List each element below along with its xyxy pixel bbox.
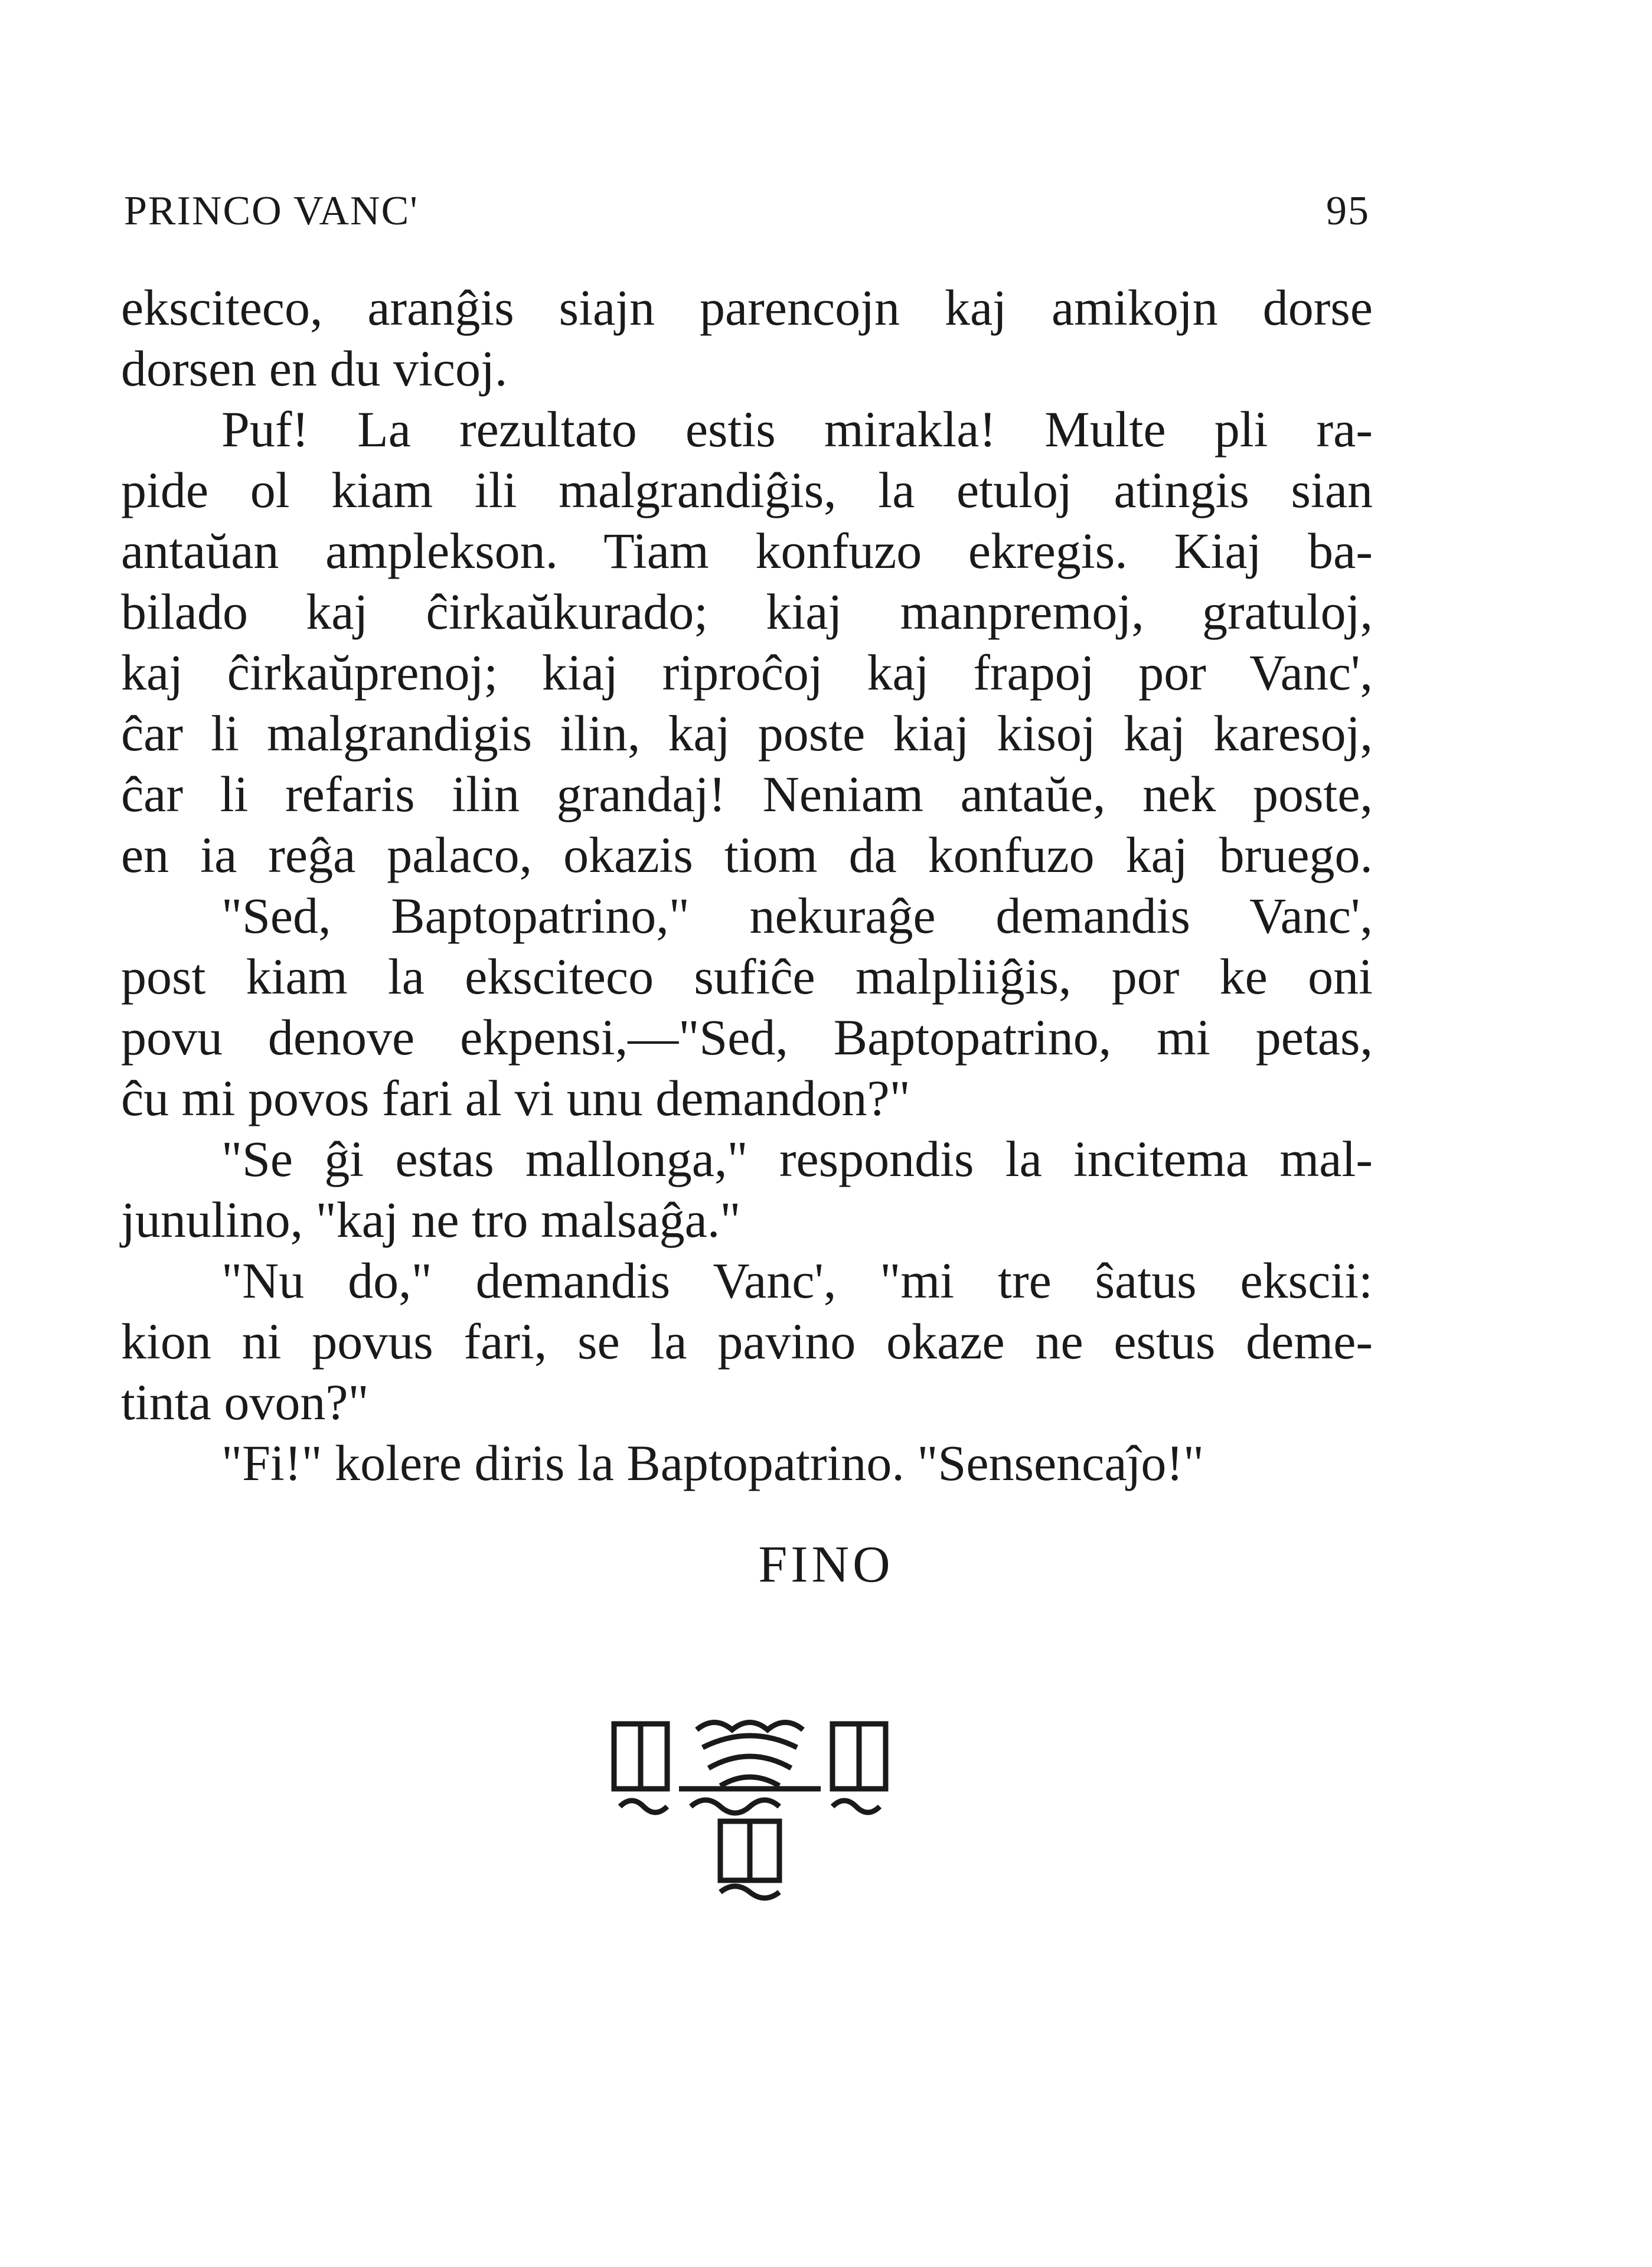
text-line: post kiam la eksciteco sufiĉe malpliiĝis, por ke oni	[121, 948, 1373, 1005]
text-line: Puf! La rezultato estis mirakla! Multe pli ra-	[221, 401, 1373, 458]
book-tailpiece-ornament-icon	[608, 1712, 892, 1901]
text-line: "Se ĝi estas mallonga," respondis la incitema mal-	[221, 1131, 1373, 1187]
text-line: ĉar li malgrandigis ilin, kaj poste kiaj kisoj kaj karesoj,	[121, 705, 1373, 762]
text-line: ĉu mi povos fari al vi unu demandon?"	[121, 1070, 910, 1126]
body-text	[121, 277, 1373, 1494]
text-line: "Fi!" kolere diris la Baptopatrino. "Sensencaĵo!"	[221, 1435, 1204, 1491]
text-line: kaj ĉirkaŭprenoj; kiaj riproĉoj kaj frapoj por Vanc',	[121, 644, 1373, 701]
text-line: "Nu do," demandis Vanc', "mi tre ŝatus ekscii:	[221, 1252, 1373, 1309]
text-line: pide ol kiam ili malgrandiĝis, la etuloj atingis sian	[121, 462, 1373, 518]
text-line: bilado kaj ĉirkaŭkurado; kiaj manpremoj, gratuloj,	[121, 583, 1373, 640]
text-line: ĉar li refaris ilin grandaj! Neniam antaŭe, nek poste,	[121, 766, 1373, 822]
running-head	[124, 188, 1370, 247]
text-line: povu denove ekpensi,—"Sed, Baptopatrino, mi petas,	[121, 1009, 1373, 1066]
text-line: "Sed, Baptopatrino," nekuraĝe demandis Vanc',	[221, 887, 1373, 944]
ending-heading: FINO	[758, 1536, 894, 1593]
text-line: dorsen en du vicoj.	[121, 340, 508, 397]
text-line: eksciteco, aranĝis siajn parencojn kaj amikojn dorse	[121, 279, 1373, 336]
text-line: kion ni povus fari, se la pavino okaze ne estus deme-	[121, 1313, 1373, 1370]
running-title: PRINCO VANC'	[124, 188, 419, 234]
text-line: junulino, "kaj ne tro malsaĝa."	[121, 1191, 741, 1248]
text-line: antaŭan amplekson. Tiam konfuzo ekregis. Kiaj ba-	[121, 522, 1373, 579]
page-number: 95	[1326, 188, 1370, 234]
text-line: en ia reĝa palaco, okazis tiom da konfuzo kaj bruego.	[121, 827, 1373, 883]
text-line: tinta ovon?"	[121, 1374, 369, 1430]
